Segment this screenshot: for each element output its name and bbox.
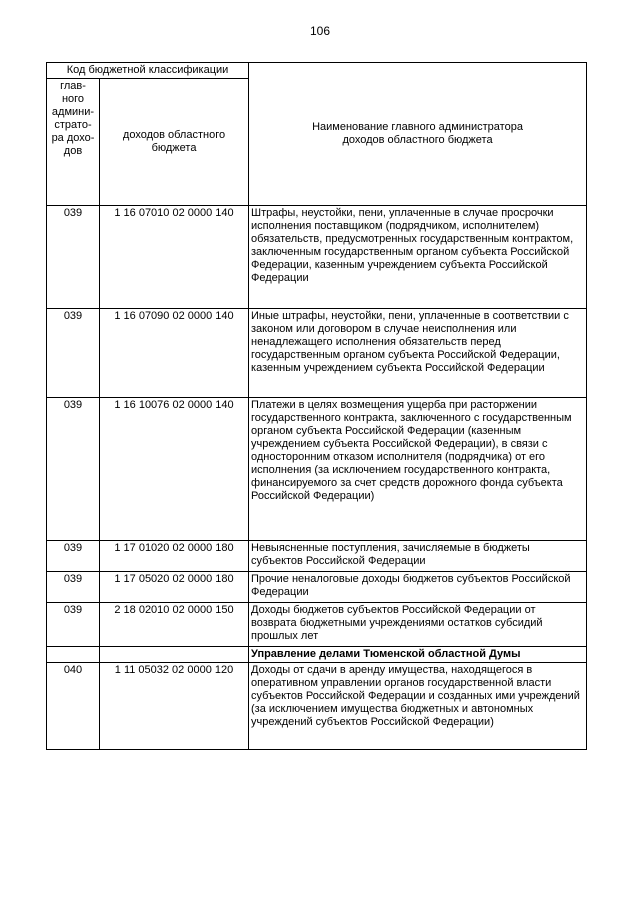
table-row: [47, 541, 587, 572]
name-cell: Невыясненные поступления, зачисляемые в бюджеты субъектов Российской Федерации: [249, 541, 587, 572]
empty-cell: [100, 647, 249, 663]
header-income-column: доходов областного бюджета: [100, 79, 249, 206]
admin-code-cell: 039: [47, 541, 100, 572]
table-row: [47, 663, 587, 750]
budget-classification-table: [46, 62, 587, 750]
income-code-cell: 1 11 05032 02 0000 120: [100, 663, 249, 750]
name-cell: Платежи в целях возмещения ущерба при расторжении государственного контракта, заключенного с государственным органом субъекта Российской Федерации (казенным учреждением субъекта Российской Федерации), в связи с односторонним отказом исполнителя (подрядчика) от его исполнения (за исключением государственного контракта, финансируемого за счет средств дорожного фонда субъекта Российской Федерации): [249, 398, 587, 541]
income-code-cell: 1 17 05020 02 0000 180: [100, 572, 249, 603]
admin-code-cell: 039: [47, 206, 100, 309]
income-code-cell: 2 18 02010 02 0000 150: [100, 603, 249, 647]
name-cell: Штрафы, неустойки, пени, уплаченные в случае просрочки исполнения поставщиком (подрядчиком, исполнителем) обязательств, предусмотренных государственным контрактом, заключенным государственным органом субъекта Российской Федерации, казенным учреждением субъекта Российской Федерации: [249, 206, 587, 309]
admin-code-cell: 039: [47, 603, 100, 647]
admin-code-cell: 039: [47, 309, 100, 398]
table-header-row-1: [47, 63, 587, 79]
header-admin-column: глав- ного админи- страто- ра дохо- дов: [47, 79, 100, 206]
page-number: 106: [309, 24, 331, 38]
name-cell: Прочие неналоговые доходы бюджетов субъектов Российской Федерации: [249, 572, 587, 603]
name-cell: Иные штрафы, неустойки, пени, уплаченные в соответствии с законом или договором в случае неисполнения или ненадлежащего исполнения обязательств перед государственным органом субъекта Российской Федерации, казенным учреждением субъекта Российской Федерации: [249, 309, 587, 398]
name-cell: Доходы от сдачи в аренду имущества, находящегося в оперативном управлении органов государственной власти субъектов Российской Федерации и созданных ими учреждений (за исключением имущества бюджетных и автономных учреждений субъектов Российской Федерации): [249, 663, 587, 750]
income-code-cell: 1 16 07010 02 0000 140: [100, 206, 249, 309]
table-row: [47, 603, 587, 647]
table-row: [47, 309, 587, 398]
income-code-cell: 1 16 10076 02 0000 140: [100, 398, 249, 541]
admin-code-cell: 039: [47, 572, 100, 603]
section-row: [47, 647, 587, 663]
admin-code-cell: 040: [47, 663, 100, 750]
header-name-column: Наименование главного администратора доходов областного бюджета: [249, 63, 587, 206]
table-row: [47, 398, 587, 541]
income-code-cell: 1 17 01020 02 0000 180: [100, 541, 249, 572]
empty-cell: [47, 647, 100, 663]
name-cell: Доходы бюджетов субъектов Российской Федерации от возврата бюджетными учреждениями остатков субсидий прошлых лет: [249, 603, 587, 647]
income-code-cell: 1 16 07090 02 0000 140: [100, 309, 249, 398]
header-code-group: Код бюджетной классификации: [47, 63, 249, 79]
section-title: Управление делами Тюменской областной Думы: [249, 647, 587, 663]
table-row: [47, 206, 587, 309]
table-row: [47, 572, 587, 603]
admin-code-cell: 039: [47, 398, 100, 541]
